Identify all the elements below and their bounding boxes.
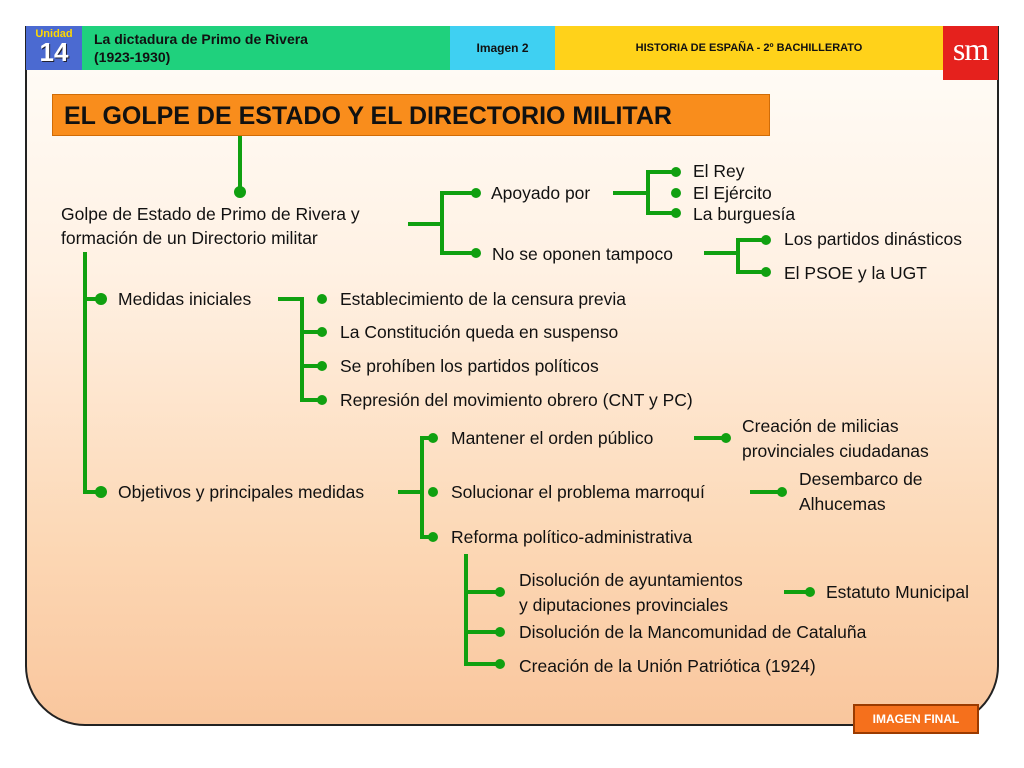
milicias-line1: Creación de milicias	[742, 416, 899, 436]
disolucion-ayto-line2: y diputaciones provinciales	[519, 595, 729, 615]
initial-measure: La Constitución queda en suspenso	[340, 322, 619, 342]
alhucemas-line2: Alhucemas	[799, 494, 886, 514]
supporter-ejercito: El Ejército	[693, 183, 772, 203]
node-dot	[95, 293, 107, 305]
node-dot	[317, 294, 327, 304]
reforma-node: Reforma político-administrativa	[451, 527, 693, 547]
node-dot	[317, 395, 327, 405]
node-dot	[805, 587, 815, 597]
node-dot	[495, 587, 505, 597]
disolucion-ayto-line1: Disolución de ayuntamientos	[519, 570, 743, 590]
root-node-line1: Golpe de Estado de Primo de Rivera y	[61, 204, 360, 224]
milicias-line2: provinciales ciudadanas	[742, 441, 929, 461]
unit-title-line1: La dictadura de Primo de Rivera	[94, 31, 308, 47]
image-label: Imagen 2	[450, 26, 555, 70]
alhucemas-line1: Desembarco de	[799, 469, 923, 489]
mancomunidad-node: Disolución de la Mancomunidad de Cataluña	[519, 622, 867, 642]
medidas-iniciales-node: Medidas iniciales	[118, 289, 252, 309]
orden-publico-node: Mantener el orden público	[451, 428, 654, 448]
initial-measure: Represión del movimiento obrero (CNT y PC)	[340, 390, 693, 410]
node-dot	[495, 659, 505, 669]
node-dot	[317, 327, 327, 337]
supporter-rey: El Rey	[693, 161, 745, 181]
node-dot	[428, 433, 438, 443]
node-dot	[671, 167, 681, 177]
sm-logo: sm	[943, 26, 998, 80]
node-dot	[428, 487, 438, 497]
node-dot	[317, 361, 327, 371]
unit-label: Unidad	[35, 28, 73, 40]
node-dot	[428, 532, 438, 542]
objetivos-node: Objetivos y principales medidas	[118, 482, 365, 502]
node-dot	[495, 627, 505, 637]
apoyado-por-node: Apoyado por	[491, 183, 591, 203]
no-se-oponen-node: No se oponen tampoco	[492, 244, 673, 264]
node-dot	[761, 235, 771, 245]
root-node-line2: formación de un Directorio militar	[61, 228, 318, 248]
node-dot	[761, 267, 771, 277]
unit-number: 14	[39, 37, 69, 67]
course-label: HISTORIA DE ESPAÑA - 2º BACHILLERATO	[555, 26, 943, 70]
non-opponent-dinasticos: Los partidos dinásticos	[784, 229, 963, 249]
estatuto-node: Estatuto Municipal	[826, 582, 969, 602]
initial-measure: Establecimiento de la censura previa	[340, 289, 626, 309]
node-dot	[721, 433, 731, 443]
supporter-burguesia: La burguesía	[693, 204, 796, 224]
marroqui-node: Solucionar el problema marroquí	[451, 482, 705, 502]
node-dot	[777, 487, 787, 497]
node-dot	[471, 248, 481, 258]
node-dot	[234, 186, 246, 198]
node-dot	[671, 188, 681, 198]
union-patriotica-node: Creación de la Unión Patriótica (1924)	[519, 656, 816, 676]
page-title: EL GOLPE DE ESTADO Y EL DIRECTORIO MILITAR	[52, 94, 770, 136]
initial-measure: Se prohíben los partidos políticos	[340, 356, 599, 376]
final-image-button[interactable]: IMAGEN FINAL	[853, 704, 979, 734]
unit-title-line2: (1923-1930)	[94, 49, 171, 65]
non-opponent-psoe: El PSOE y la UGT	[784, 263, 927, 283]
node-dot	[671, 208, 681, 218]
node-dot	[471, 188, 481, 198]
node-dot	[95, 486, 107, 498]
